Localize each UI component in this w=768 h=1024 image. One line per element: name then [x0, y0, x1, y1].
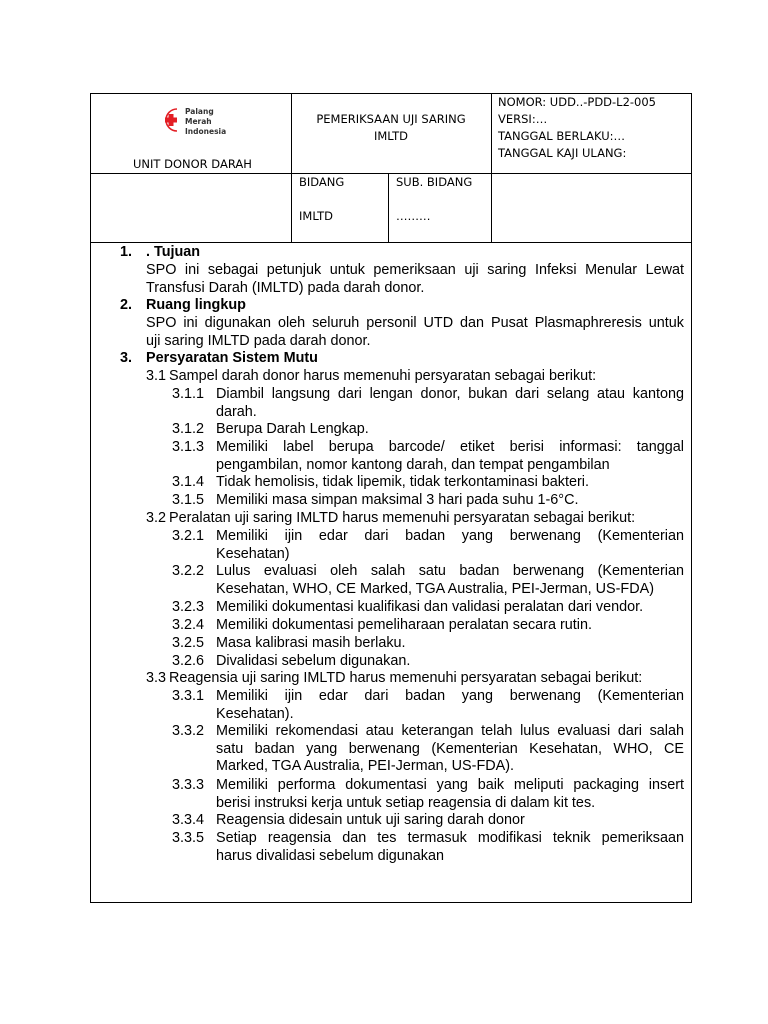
sub-bidang-value: ………	[396, 209, 431, 223]
section-heading: Persyaratan Sistem Mutu	[146, 350, 318, 366]
section-text	[146, 315, 684, 350]
subsection-text: Sampel darah donor harus memenuhi persyaratan sebagai berikut:	[169, 368, 597, 384]
text-line: Kesehatan).	[216, 705, 294, 722]
logo-line: Merah	[185, 117, 212, 126]
text-line: Kesehatan, WHO, CE Marked, TGA Australia, PEI-Jerman, US-FDA)	[216, 580, 654, 597]
subsection-text: Peralatan uji saring IMLTD harus memenuhi persyaratan sebagai berikut:	[169, 510, 636, 526]
text-line: Memiliki performa dokumentasi yang baik meliputi packaging insert	[216, 777, 684, 793]
item-number: 3.3.2	[172, 723, 205, 739]
item-number: 3.2.5	[172, 635, 205, 651]
item-text	[216, 617, 684, 635]
item-text	[216, 653, 684, 671]
subsection-number: 3.2	[146, 510, 167, 526]
sub-bidang-label: SUB. BIDANG	[396, 175, 473, 189]
item-text	[216, 492, 684, 510]
meta-tanggal-berlaku: TANGGAL BERLAKU:…	[498, 129, 626, 143]
item-number: 3.2.4	[172, 617, 205, 633]
item-text	[216, 474, 684, 492]
section-number: 2.	[120, 297, 133, 313]
text-line: Berupa Darah Lengkap.	[216, 421, 369, 437]
section-number: 3.	[120, 350, 133, 366]
item-text	[216, 386, 684, 421]
item-text	[216, 599, 684, 617]
header-col-divider-2	[491, 94, 492, 243]
unit-name: UNIT DONOR DARAH	[133, 157, 252, 171]
meta-versi: VERSI:…	[498, 112, 548, 126]
text-line: Memiliki ijin edar dari badan yang berwenang (Kementerian	[216, 528, 684, 544]
pmi-logo	[161, 106, 231, 142]
text-line: Kesehatan)	[216, 545, 290, 562]
text-line: Setiap reagensia dan tes termasuk modifikasi teknik pemeriksaan	[216, 830, 684, 846]
text-line: darah.	[216, 403, 257, 420]
item-number: 3.1.1	[172, 386, 205, 402]
item-text	[216, 777, 684, 812]
document-frame	[90, 93, 692, 903]
text-line: Memiliki label berupa barcode/ etiket berisi informasi: tanggal	[216, 439, 684, 455]
text-line: berisi instruksi kerja untuk setiap reagensia di dalam kit tes.	[216, 794, 596, 811]
meta-tanggal-kaji: TANGGAL KAJI ULANG:	[498, 146, 627, 160]
text-line: uji saring IMLTD pada darah donor.	[146, 332, 371, 349]
item-number: 3.3.4	[172, 812, 205, 828]
item-number: 3.3.1	[172, 688, 205, 704]
section-heading: . Tujuan	[146, 244, 201, 260]
header-bottom-divider	[91, 242, 691, 243]
text-line: Transfusi Darah (IMLTD) pada darah donor.	[146, 279, 425, 296]
item-text	[216, 635, 684, 653]
item-text	[216, 812, 684, 830]
section-number: 1.	[120, 244, 133, 260]
text-line: Memiliki dokumentasi pemeliharaan peralatan secara rutin.	[216, 617, 592, 633]
text-line: Memiliki rekomendasi atau keterangan telah lulus evaluasi dari salah	[216, 723, 684, 739]
header-col-divider-3	[388, 173, 389, 243]
text-line: Reagensia didesain untuk uji saring darah donor	[216, 812, 525, 828]
bidang-label: BIDANG	[299, 175, 345, 189]
item-text	[216, 688, 684, 723]
item-text	[216, 528, 684, 563]
text-line: Memiliki dokumentasi kualifikasi dan validasi peralatan dari vendor.	[216, 599, 644, 615]
text-line: pengambilan, nomor kantong darah, dan tempat pengambilan	[216, 456, 610, 473]
subsection-text: Reagensia uji saring IMLTD harus memenuhi persyaratan sebagai berikut:	[169, 670, 643, 686]
item-number: 3.1.2	[172, 421, 205, 437]
text-line: Diambil langsung dari lengan donor, bukan dari selang atau kantong	[216, 386, 684, 402]
document-meta	[498, 94, 656, 162]
logo-line: Indonesia	[185, 127, 227, 136]
text-line: SPO ini sebagai petunjuk untuk pemeriksaan uji saring Infeksi Menular Lewat	[146, 262, 684, 278]
item-number: 3.3.3	[172, 777, 205, 793]
item-number: 3.2.6	[172, 653, 205, 669]
item-number: 3.3.5	[172, 830, 205, 846]
item-text	[216, 723, 684, 776]
item-number: 3.1.5	[172, 492, 205, 508]
item-number: 3.1.4	[172, 474, 205, 490]
subsection-number: 3.3	[146, 670, 167, 686]
text-line: satu badan yang berwenang (Kementerian Kesehatan, WHO, CE	[216, 740, 684, 757]
section-text	[146, 262, 684, 297]
text-line: Tidak hemolisis, tidak lipemik, tidak terkontaminasi bakteri.	[216, 474, 589, 490]
text-line: SPO ini digunakan oleh seluruh personil UTD dan Pusat Plasmaphreresis untuk	[146, 315, 684, 331]
title-line: PEMERIKSAAN UJI SARING	[316, 112, 466, 126]
item-text	[216, 439, 684, 474]
text-line: harus divalidasi sebelum digunakan	[216, 847, 444, 864]
title-line: IMLTD	[373, 129, 409, 143]
item-text	[216, 421, 684, 439]
text-line: Divalidasi sebelum digunakan.	[216, 653, 411, 669]
bidang-value: IMLTD	[299, 209, 334, 223]
text-line: Marked, TGA Australia, PEI-Jerman, US-FDA).	[216, 758, 515, 775]
item-text	[216, 563, 684, 598]
header-divider	[91, 173, 691, 174]
item-number: 3.2.1	[172, 528, 205, 544]
item-number: 3.2.3	[172, 599, 205, 615]
red-cross-icon	[161, 106, 183, 134]
meta-nomor: NOMOR: UDD..-PDD-L2-005	[498, 95, 657, 109]
subsection-number: 3.1	[146, 368, 167, 384]
item-number: 3.2.2	[172, 563, 205, 579]
document-title	[291, 111, 491, 145]
item-number: 3.1.3	[172, 439, 205, 455]
text-line: Memiliki ijin edar dari badan yang berwenang (Kementerian	[216, 688, 684, 704]
text-line: Masa kalibrasi masih berlaku.	[216, 635, 406, 651]
section-heading: Ruang lingkup	[146, 297, 246, 313]
logo-line: Palang	[185, 107, 214, 116]
text-line: Lulus evaluasi oleh salah satu badan berwenang (Kementerian	[216, 563, 684, 579]
item-text	[216, 830, 684, 865]
logo-text	[185, 107, 226, 137]
text-line: Memiliki masa simpan maksimal 3 hari pada suhu 1-6°C.	[216, 492, 579, 508]
